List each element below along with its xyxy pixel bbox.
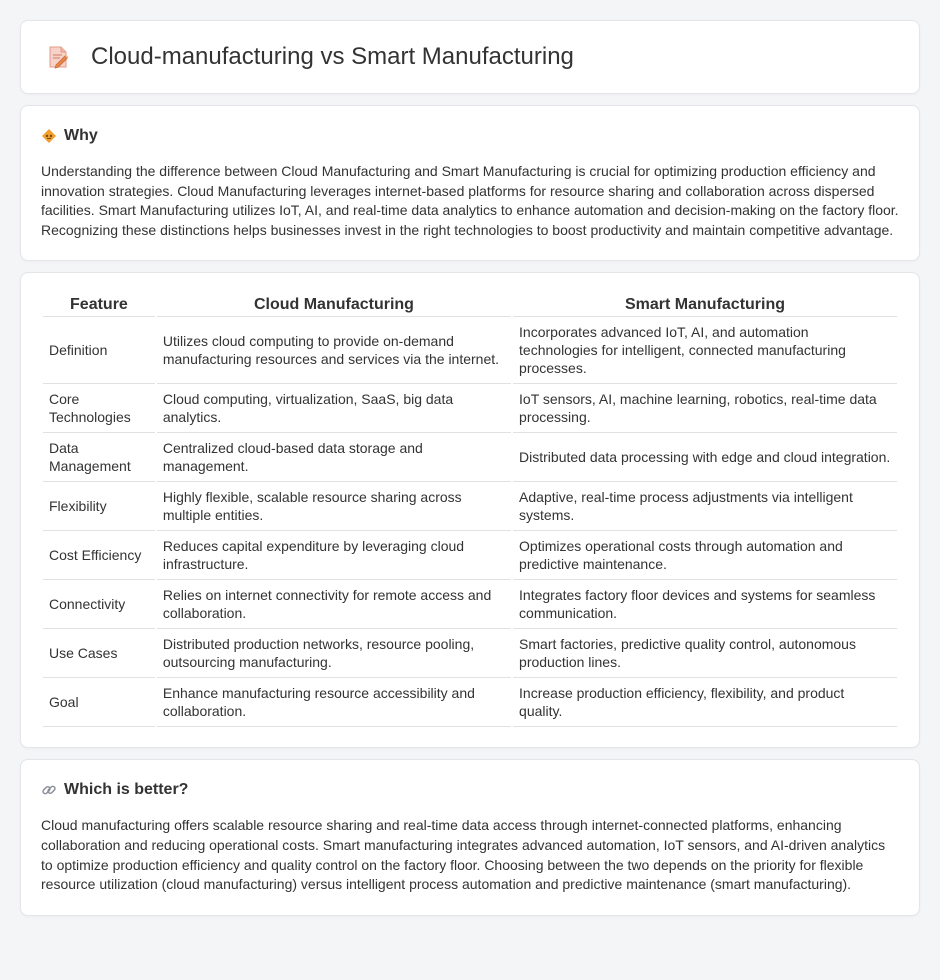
feature-cell: Use Cases [43,629,155,678]
feature-cell: Definition [43,317,155,384]
smart-cell: Integrates factory floor devices and systems for seamless communication. [513,580,897,629]
table-row [43,531,897,580]
why-section [20,105,920,261]
smart-cell: Incorporates advanced IoT, AI, and automation technologies for intelligent, connected manufacturing processes. [513,317,897,384]
feature-cell: Goal [43,678,155,727]
cloud-cell: Highly flexible, scalable resource sharing across multiple entities. [157,482,511,531]
table-header-row [43,294,897,317]
feature-cell: Connectivity [43,580,155,629]
header-feature: Feature [43,294,155,317]
better-title: Which is better? [64,781,189,799]
header-cloud-manufacturing: Cloud Manufacturing [157,294,511,317]
feature-cell: Data Management [43,433,155,482]
cloud-cell: Enhance manufacturing resource accessibility and collaboration. [157,678,511,727]
cloud-cell: Cloud computing, virtualization, SaaS, big data analytics. [157,384,511,433]
table-row [43,629,897,678]
smart-cell: IoT sensors, AI, machine learning, robotics, real-time data processing. [513,384,897,433]
feature-cell: Core Technologies [43,384,155,433]
cloud-cell: Reduces capital expenditure by leveraging cloud infrastructure. [157,531,511,580]
table-row [43,482,897,531]
smart-cell: Increase production efficiency, flexibility, and product quality. [513,678,897,727]
cloud-cell: Distributed production networks, resource pooling, outsourcing manufacturing. [157,629,511,678]
diamond-icon [41,128,57,144]
why-text: Understanding the difference between Cloud Manufacturing and Smart Manufacturing is crucial for optimizing production efficiency and innovation strategies. Cloud Manufacturing leverages internet-based platforms for resource sharing and collaboration across dispersed facilities. Smart Manufacturing utilizes IoT, AI, and real-time data analytics to enhance automation and decision-making on the factory floor. Recognizing these distinctions helps businesses invest in the right technologies to boost productivity and maintain competitive advantage. [41,163,899,238]
cloud-cell: Utilizes cloud computing to provide on-demand manufacturing resources and services via the internet. [157,317,511,384]
table-row [43,580,897,629]
table-row [43,317,897,384]
comparison-table [41,294,899,727]
smart-cell: Adaptive, real-time process adjustments via intelligent systems. [513,482,897,531]
which-is-better-section [20,759,920,915]
smart-cell: Distributed data processing with edge and cloud integration. [513,433,897,482]
cloud-cell: Centralized cloud-based data storage and management. [157,433,511,482]
cloud-cell: Relies on internet connectivity for remote access and collaboration. [157,580,511,629]
better-header [41,781,899,799]
table-row [43,384,897,433]
better-text: Cloud manufacturing offers scalable resource sharing and real-time data access through internet-connected platforms, enhancing collaboration and reducing operational costs. Smart manufacturing integrates advanced automation, IoT sensors, and AI-driven analytics to optimize production efficiency and quality control on the factory floor. Choosing between the two depends on the priority for flexible resource utilization (cloud manufacturing) versus intelligent process automation and predictive maintenance (smart manufacturing). [41,817,886,893]
table-row [43,678,897,727]
feature-cell: Cost Efficiency [43,531,155,580]
why-header [41,127,899,145]
smart-cell: Optimizes operational costs through automation and predictive maintenance. [513,531,897,580]
page-title: Cloud-manufacturing vs Smart Manufacturing [91,43,574,70]
document-edit-icon [45,44,71,70]
header-smart-manufacturing: Smart Manufacturing [513,294,897,317]
smart-cell: Smart factories, predictive quality control, autonomous production lines. [513,629,897,678]
link-icon [41,782,57,798]
comparison-section [20,272,920,748]
title-card [20,20,920,94]
table-row [43,433,897,482]
why-title: Why [64,127,98,144]
feature-cell: Flexibility [43,482,155,531]
